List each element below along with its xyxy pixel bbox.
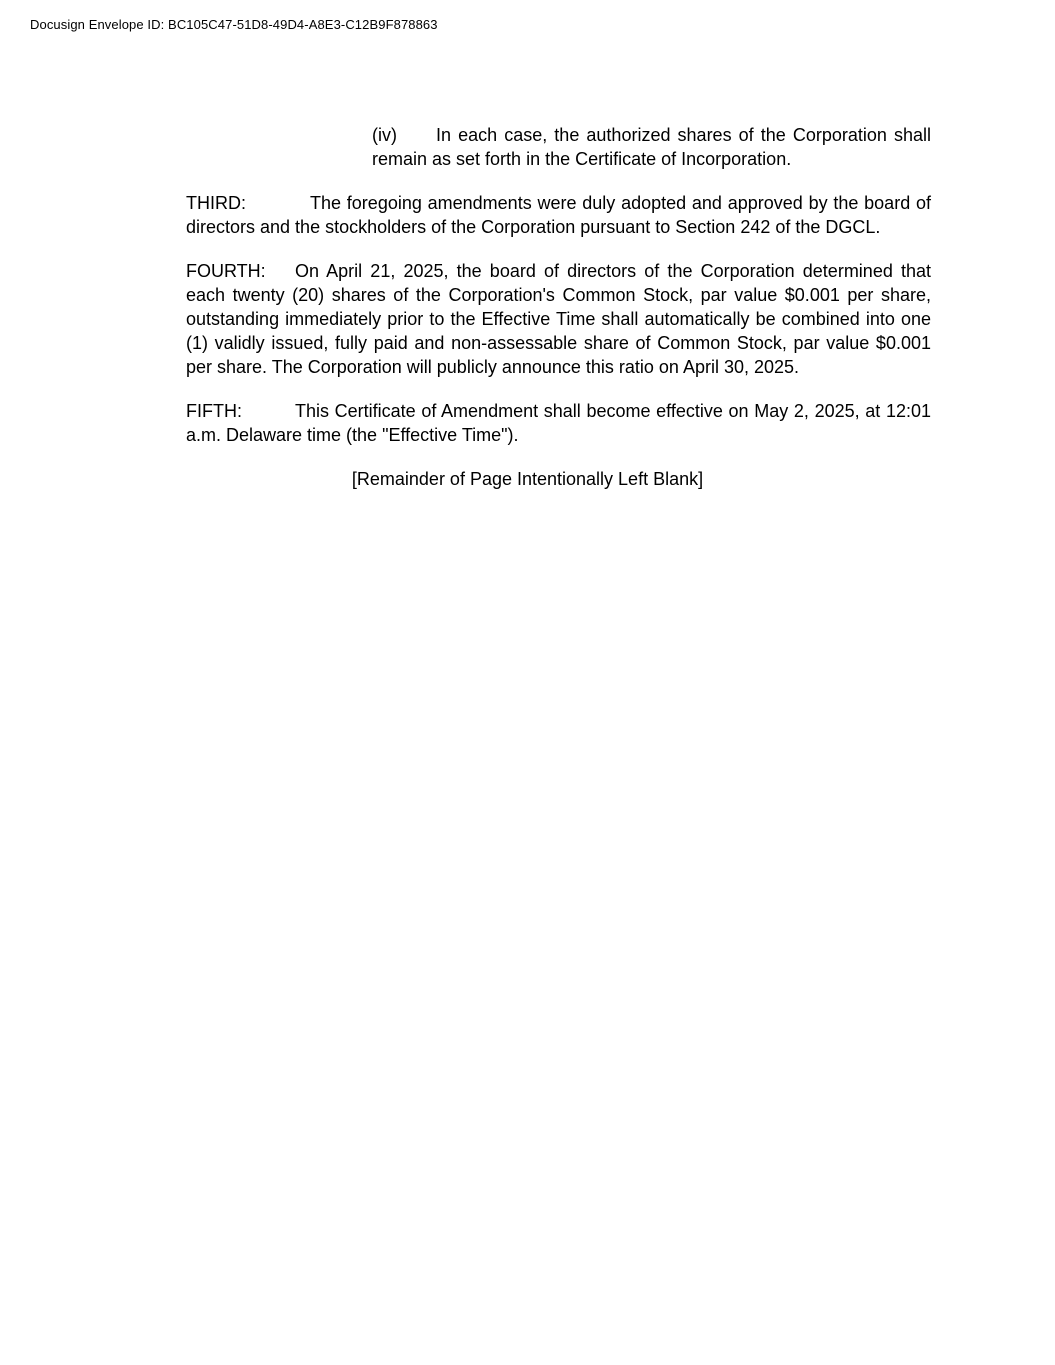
paragraph-sub-item-iv <box>124 123 931 171</box>
third-label: THIRD: <box>186 193 246 213</box>
fourth-label: FOURTH: <box>186 261 266 281</box>
paragraph-fourth <box>124 259 931 379</box>
remainder-note: [Remainder of Page Intentionally Left Blank] <box>351 469 704 489</box>
envelope-id-header: Docusign Envelope ID: BC105C47-51D8-49D4-A8E3-C12B9F878863 <box>30 17 438 32</box>
third-text: The foregoing amendments were duly adopted and approved by the board of directors and the stockholders of the Corporation pursuant to Section 242 of the DGCL. <box>186 193 931 237</box>
fifth-label: FIFTH: <box>186 401 242 421</box>
paragraph-fifth <box>124 399 931 447</box>
sub-item-text: In each case, the authorized shares of the Corporation shall remain as set forth in the Certificate of Incorporation. <box>372 125 931 169</box>
fourth-text: On April 21, 2025, the board of directors of the Corporation determined that each twenty (20) shares of the Corporation's Common Stock, par value $0.001 per share, outstanding immediately prior to the Effective Time shall automatically be combined into one (1) validly issued, fully paid and non-assessable share of Common Stock, par value $0.001 per share. The Corporation will publicly announce this ratio on April 30, 2025. <box>186 261 931 377</box>
sub-item-label: (iv) <box>372 125 397 145</box>
fifth-text: This Certificate of Amendment shall become effective on May 2, 2025, at 12:01 a.m. Delaware time (the "Effective Time"). <box>186 401 931 445</box>
paragraph-third <box>124 191 931 239</box>
document-body <box>124 123 931 491</box>
